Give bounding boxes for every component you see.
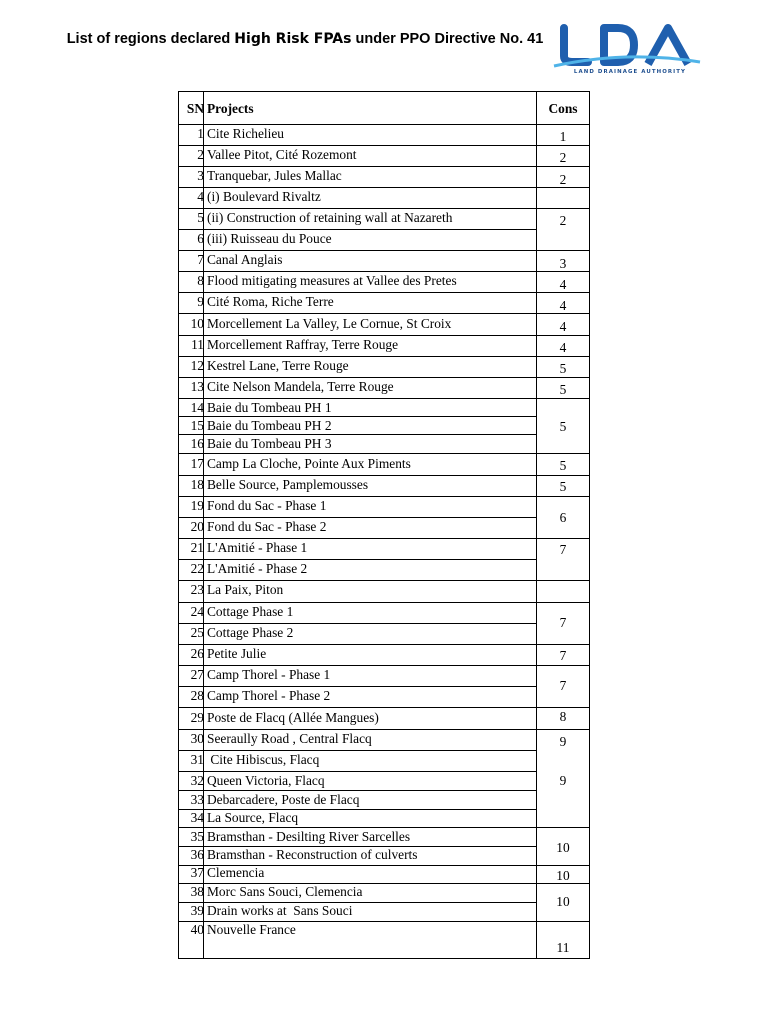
- row-cons: 2: [559, 172, 567, 187]
- row-project: Baie du Tombeau PH 1: [207, 400, 332, 415]
- row-divider: [179, 750, 536, 751]
- row-sn: 21: [190, 540, 204, 555]
- row-sn: 12: [190, 358, 204, 373]
- row-cons: 4: [559, 298, 567, 313]
- row-project: Canal Anglais: [207, 252, 283, 267]
- row-divider: [179, 580, 589, 581]
- row-project: L'Amitié - Phase 2: [207, 561, 308, 576]
- row-project: Debarcadere, Poste de Flacq: [207, 792, 360, 807]
- row-sn: 15: [190, 418, 204, 433]
- row-sn: 14: [190, 400, 204, 415]
- row-sn: 7: [197, 252, 204, 267]
- row-project: Cite Hibiscus, Flacq: [207, 752, 320, 767]
- logo-subtitle: LAND DRAINAGE AUTHORITY: [573, 69, 687, 75]
- row-project: Baie du Tombeau PH 2: [207, 418, 332, 433]
- row-project: Cité Roma, Riche Terre: [207, 294, 334, 309]
- row-project: Vallee Pitot, Cité Rozemont: [207, 147, 357, 162]
- row-cons: 4: [559, 340, 567, 355]
- row-project: Camp Thorel - Phase 2: [207, 688, 331, 703]
- row-sn: 16: [190, 436, 204, 451]
- row-divider: [179, 398, 589, 399]
- row-divider: [179, 145, 589, 146]
- row-project: (iii) Ruisseau du Pouce: [207, 231, 332, 246]
- row-divider: [179, 771, 536, 772]
- row-cons: 10: [556, 894, 570, 909]
- row-sn: 27: [190, 667, 204, 682]
- row-sn: 5: [197, 210, 204, 225]
- row-cons: 5: [559, 382, 567, 397]
- row-sn: 8: [197, 273, 204, 288]
- row-cons: 10: [556, 868, 570, 883]
- row-cons: 4: [559, 319, 567, 334]
- row-project: Queen Victoria, Flacq: [207, 773, 325, 788]
- row-project: Belle Source, Pamplemousses: [207, 477, 369, 492]
- fpa-table: [178, 91, 590, 959]
- row-cons: 8: [559, 709, 567, 724]
- row-divider: [179, 729, 589, 730]
- row-project: La Paix, Piton: [207, 582, 284, 597]
- row-project: La Source, Flacq: [207, 810, 299, 825]
- row-sn: 9: [197, 294, 204, 309]
- row-project: Flood mitigating measures at Vallee des Pretes: [207, 273, 457, 288]
- row-project: Morcellement Raffray, Terre Rouge: [207, 337, 399, 352]
- row-project: Morc Sans Souci, Clemencia: [207, 884, 363, 899]
- row-cons: 1: [559, 129, 567, 144]
- row-cons: 5: [559, 479, 567, 494]
- row-project: Seeraully Road , Central Flacq: [207, 731, 372, 746]
- row-sn: 3: [197, 168, 204, 183]
- row-sn: 19: [190, 498, 204, 513]
- row-sn: 23: [190, 582, 204, 597]
- row-sn: 13: [190, 379, 204, 394]
- row-divider: [179, 313, 589, 314]
- row-project: Cottage Phase 2: [207, 625, 294, 640]
- row-sn: 1: [197, 126, 204, 141]
- row-sn: 28: [190, 688, 204, 703]
- row-divider: [179, 827, 589, 828]
- row-project: Cite Nelson Mandela, Terre Rouge: [207, 379, 394, 394]
- row-cons: 11: [556, 940, 570, 955]
- row-cons: 5: [559, 419, 567, 434]
- row-sn: 18: [190, 477, 204, 492]
- row-project: Nouvelle France: [207, 922, 296, 937]
- row-cons: 5: [559, 458, 567, 473]
- row-divider: [179, 707, 589, 708]
- row-project: Bramsthan - Reconstruction of culverts: [207, 847, 418, 862]
- row-divider: [179, 623, 536, 624]
- row-project: Fond du Sac - Phase 1: [207, 498, 327, 513]
- row-cons: 7: [559, 678, 567, 693]
- row-cons: 3: [559, 256, 567, 271]
- row-cons: 7: [559, 648, 567, 663]
- row-project: Kestrel Lane, Terre Rouge: [207, 358, 349, 373]
- row-project: Baie du Tombeau PH 3: [207, 436, 332, 451]
- row-divider: [179, 250, 589, 251]
- row-project: Tranquebar, Jules Mallac: [207, 168, 342, 183]
- row-divider: [179, 166, 589, 167]
- row-cons: 7: [559, 542, 567, 557]
- row-cons: 5: [559, 361, 567, 376]
- row-divider: [179, 686, 536, 687]
- row-divider: [179, 229, 536, 230]
- row-cons: 2: [559, 150, 567, 165]
- row-project: Poste de Flacq (Allée Mangues): [207, 710, 379, 725]
- row-sn: 37: [190, 865, 204, 880]
- row-sn: 34: [190, 810, 204, 825]
- row-divider: [179, 356, 589, 357]
- row-divider: [179, 475, 589, 476]
- row-cons: 4: [559, 277, 567, 292]
- row-cons: 7: [559, 615, 567, 630]
- row-sn: 32: [190, 773, 204, 788]
- row-divider: [179, 292, 589, 293]
- row-sn: 20: [190, 519, 204, 534]
- row-sn: 29: [190, 710, 204, 725]
- row-divider: [179, 559, 536, 560]
- row-project: Clemencia: [207, 865, 265, 880]
- row-sn: 35: [190, 829, 204, 844]
- row-project: Camp La Cloche, Pointe Aux Piments: [207, 456, 411, 471]
- row-divider: [179, 602, 589, 603]
- row-sn: 24: [190, 604, 204, 619]
- row-sn: 10: [190, 316, 204, 331]
- row-cons: 6: [559, 510, 567, 525]
- row-divider: [179, 496, 589, 497]
- row-divider: [179, 665, 589, 666]
- row-sn: 39: [190, 903, 204, 918]
- row-project: Morcellement La Valley, Le Cornue, St Croix: [207, 316, 452, 331]
- row-divider: [179, 453, 589, 454]
- row-divider: [179, 187, 589, 188]
- row-sn: 17: [190, 456, 204, 471]
- row-sn: 36: [190, 847, 204, 862]
- row-cons: 2: [559, 213, 567, 228]
- row-project: (ii) Construction of retaining wall at Nazareth: [207, 210, 453, 225]
- row-sn: 31: [190, 752, 204, 767]
- row-sn: 22: [190, 561, 204, 576]
- row-project: (i) Boulevard Rivaltz: [207, 189, 321, 204]
- row-divider: [179, 416, 536, 417]
- row-sn: 26: [190, 646, 204, 661]
- row-project: Cottage Phase 1: [207, 604, 294, 619]
- row-divider: [179, 644, 589, 645]
- row-sn: 30: [190, 731, 204, 746]
- row-sn: 4: [197, 189, 204, 204]
- row-cons: 10: [556, 840, 570, 855]
- row-project: Drain works at Sans Souci: [207, 903, 353, 918]
- row-project: Petite Julie: [207, 646, 267, 661]
- row-project: L'Amitié - Phase 1: [207, 540, 308, 555]
- row-sn: 33: [190, 792, 204, 807]
- row-divider: [179, 377, 589, 378]
- row-sn: 11: [191, 337, 204, 352]
- row-divider: [179, 271, 589, 272]
- row-cons: 9: [559, 773, 567, 788]
- row-divider: [179, 517, 536, 518]
- row-divider: [179, 208, 589, 209]
- row-project: Fond du Sac - Phase 2: [207, 519, 327, 534]
- row-sn: 25: [190, 625, 204, 640]
- row-divider: [179, 434, 536, 435]
- row-divider: [179, 335, 589, 336]
- row-divider: [179, 790, 536, 791]
- page-title: List of regions declared High Risk FPAs under PPO Directive No. 41: [66, 31, 544, 47]
- header-cons: Cons: [548, 101, 578, 116]
- row-cons: 9: [559, 734, 567, 749]
- row-project: Bramsthan - Desilting River Sarcelles: [207, 829, 411, 844]
- row-project: Camp Thorel - Phase 1: [207, 667, 331, 682]
- row-divider: [179, 538, 589, 539]
- row-divider: [179, 124, 589, 125]
- header-sn: SN: [186, 101, 204, 116]
- row-project: Cite Richelieu: [207, 126, 284, 141]
- row-sn: 38: [190, 884, 204, 899]
- row-sn: 40: [190, 922, 204, 937]
- header-projects: Projects: [207, 101, 254, 116]
- row-sn: 2: [197, 147, 204, 162]
- row-sn: 6: [197, 231, 204, 246]
